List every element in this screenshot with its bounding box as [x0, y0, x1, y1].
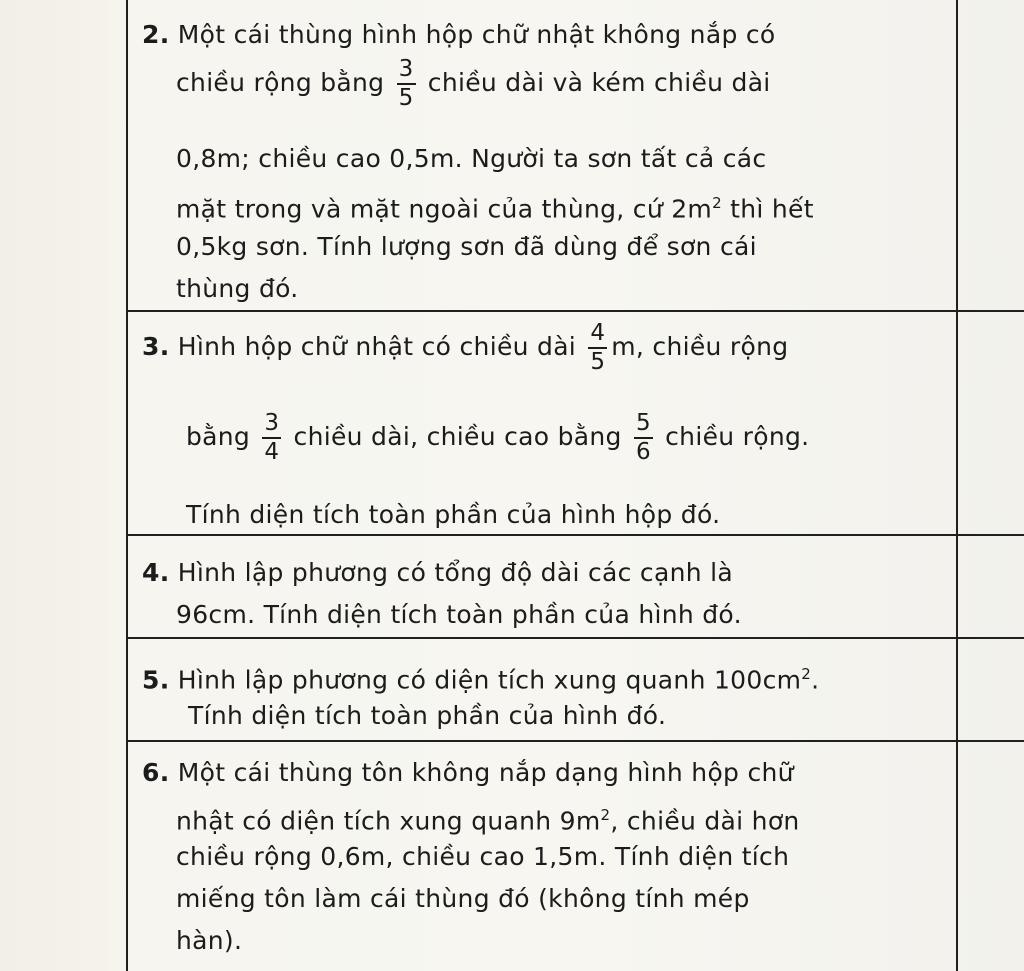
fraction — [588, 322, 607, 374]
problem-number: 6. — [142, 758, 170, 787]
problem-line — [142, 558, 733, 588]
superscript: 2 — [600, 806, 611, 824]
problem-line — [176, 274, 299, 304]
fraction — [634, 412, 653, 464]
text: thì hết — [730, 194, 814, 224]
problem-number: 3. — [142, 332, 170, 361]
table-divider — [956, 0, 958, 971]
problem-line — [142, 758, 794, 788]
text: Một cái thùng hình hộp chữ nhật không nắp có — [177, 20, 776, 49]
denominator: 5 — [590, 349, 606, 375]
problem-line — [142, 322, 788, 374]
problem-4 — [142, 536, 952, 637]
problem-line — [176, 842, 789, 872]
text: . — [811, 665, 820, 695]
numerator: 4 — [590, 320, 606, 346]
problem-line — [142, 20, 776, 50]
text: thùng đó. — [176, 274, 299, 303]
numerator: 5 — [635, 410, 651, 436]
problem-line — [176, 58, 771, 110]
text: chiều rộng. — [665, 422, 810, 451]
problem-6 — [142, 742, 952, 971]
text: 0,8m; chiều cao 0,5m. Người ta sơn tất cả các — [176, 144, 767, 173]
table-left-border — [126, 0, 128, 971]
numerator: 3 — [398, 56, 414, 82]
text: Hình lập phương có diện tích xung quanh 100cm — [177, 665, 802, 695]
fraction — [397, 58, 416, 110]
text: m, chiều rộng — [611, 332, 789, 361]
problem-line — [186, 500, 720, 530]
problem-line — [188, 701, 666, 731]
problem-line — [186, 412, 809, 464]
problem-2 — [142, 0, 952, 310]
text: chiều dài, chiều cao bằng — [293, 422, 622, 451]
problem-number: 2. — [142, 20, 170, 49]
text: Hình hộp chữ nhật có chiều dài — [177, 332, 577, 361]
text: miếng tôn làm cái thùng đó (không tính mép — [176, 884, 750, 913]
text: Một cái thùng tôn không nắp dạng hình hộp chữ — [177, 758, 794, 787]
text: , chiều dài hơn — [610, 806, 800, 836]
text: mặt trong và mặt ngoài của thùng, cứ 2m — [176, 194, 713, 224]
text: chiều rộng bằng — [176, 68, 385, 97]
superscript: 2 — [801, 665, 812, 683]
text: 0,5kg sơn. Tính lượng sơn đã dùng để sơn cái — [176, 232, 757, 261]
text: Tính diện tích toàn phần của hình đó. — [188, 701, 667, 730]
text: Hình lập phương có tổng độ dài các cạnh là — [177, 558, 733, 587]
superscript: 2 — [712, 194, 722, 212]
text: hàn). — [176, 926, 243, 955]
numerator: 3 — [264, 410, 280, 436]
text: Tính diện tích toàn phần của hình hộp đó. — [186, 500, 721, 529]
denominator: 6 — [635, 439, 651, 465]
exercise-table — [126, 0, 1024, 971]
fraction — [262, 412, 281, 464]
problem-5 — [142, 639, 952, 740]
denominator: 4 — [264, 439, 280, 465]
problem-number: 5. — [142, 665, 170, 695]
problem-line — [176, 884, 750, 914]
text: 96cm. Tính diện tích toàn phần của hình đó. — [176, 600, 742, 629]
problem-line — [176, 188, 814, 224]
problem-number: 4. — [142, 558, 170, 587]
problem-line — [176, 600, 742, 630]
text: nhật có diện tích xung quanh 9m — [176, 806, 601, 836]
problem-3 — [142, 312, 952, 534]
problem-line — [176, 232, 757, 262]
text: chiều rộng 0,6m, chiều cao 1,5m. Tính diện tích — [176, 842, 790, 871]
denominator: 5 — [398, 85, 414, 111]
problem-line — [176, 800, 800, 836]
problem-line — [142, 659, 819, 695]
text: chiều dài và kém chiều dài — [427, 68, 771, 97]
problem-line — [176, 926, 242, 956]
problem-line — [176, 144, 766, 174]
text: bằng — [186, 422, 251, 451]
